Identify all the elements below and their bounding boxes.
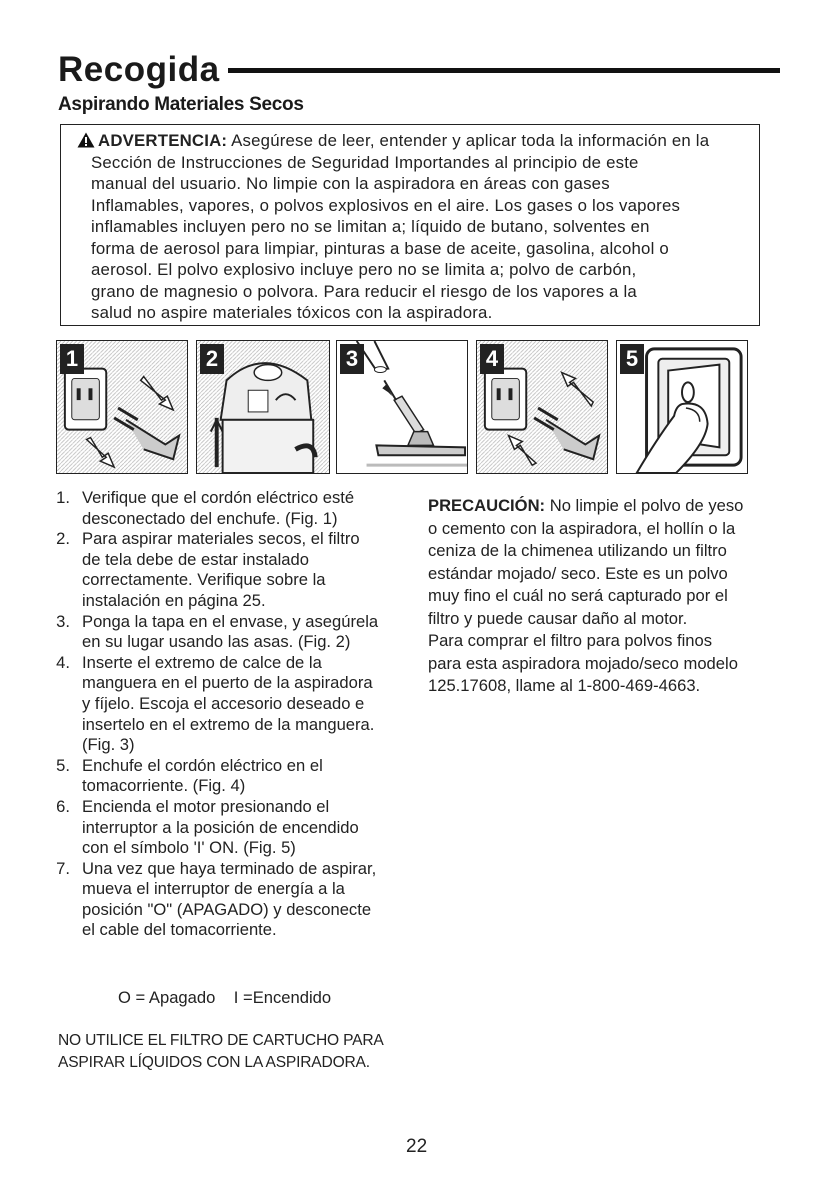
- step-line: con el símbolo 'I' ON. (Fig. 5): [82, 838, 296, 858]
- caution-line: estándar mojado/ seco. Este es un polvo: [428, 563, 728, 583]
- step-line: posición "O" (APAGADO) y desconecte: [82, 899, 372, 919]
- notice-line: ASPIRAR LÍQUIDOS CON LA ASPIRADORA.: [58, 1053, 370, 1071]
- step-line: Inserte el extremo de calce de la: [82, 652, 322, 672]
- step-line: Una vez que haya terminado de aspirar,: [82, 858, 377, 878]
- cartridge-notice: [58, 1030, 384, 1073]
- step-line: Enchufe el cordón eléctrico en el: [82, 755, 323, 775]
- title-rule: [228, 68, 780, 73]
- figure-1: [56, 340, 188, 474]
- step-line: Para aspirar materiales secos, el filtro: [82, 529, 360, 549]
- caution-note: [428, 495, 798, 698]
- warning-label: ADVERTENCIA:: [98, 131, 228, 150]
- figure-5: [616, 340, 748, 474]
- list-item: [30, 756, 410, 797]
- switch-legend: O = Apagado I =Encendido: [118, 988, 332, 1007]
- warning-first-line: [77, 130, 753, 152]
- warning-line: manual del usuario. No limpie con la aspiradora en áreas con gases: [91, 174, 610, 193]
- warning-line: Inflamables, vapores, o polvos explosivos en el aire. Los gases o los vapores: [91, 195, 681, 215]
- list-item: [30, 653, 410, 756]
- figure-strip: [56, 340, 748, 474]
- step-line: de tela debe de estar instalado: [82, 549, 309, 569]
- step-line: instalación en página 25.: [82, 590, 266, 610]
- instruction-steps: [30, 488, 410, 941]
- list-item: [30, 797, 410, 859]
- warning-line: salud no aspire materiales tóxicos con la aspiradora.: [91, 303, 493, 322]
- step-line: insertelo en el extremo de la manguera.: [82, 714, 375, 734]
- warning-text: Asegúrese de leer, entender y aplicar toda la información en la: [231, 131, 710, 150]
- step-line: en su lugar usando las asas. (Fig. 2): [82, 632, 351, 652]
- figure-number: 4: [480, 344, 504, 374]
- warning-line: inflamables incluyen pero no se limitan a; líquido de butano, solventes en: [91, 217, 650, 236]
- warning-box: [60, 124, 760, 326]
- step-line: correctamente. Verifique sobre la: [82, 570, 326, 590]
- notice-line: NO UTILICE EL FILTRO DE CARTUCHO PARA: [58, 1032, 384, 1049]
- figure-2: [196, 340, 330, 474]
- list-item: [30, 488, 410, 529]
- warning-line: Sección de Instrucciones de Seguridad Importandes al principio de este: [91, 152, 639, 172]
- figure-number: 2: [200, 344, 224, 374]
- step-line: manguera en el puerto de la aspiradora: [82, 673, 373, 693]
- warning-line: aerosol. El polvo explosivo incluye pero no se limita a; polvo de carbón,: [91, 260, 637, 279]
- figure-3: [336, 340, 468, 474]
- caution-line: muy fino el cuál no será capturado por el: [428, 586, 728, 605]
- caution-line: o cemento con la aspiradora, el hollín o la: [428, 518, 736, 538]
- step-line: interruptor a la posición de encendido: [82, 817, 359, 837]
- step-line: Encienda el motor presionando el: [82, 796, 330, 816]
- step-number: 1.: [56, 488, 70, 507]
- step-number: 3.: [56, 611, 70, 631]
- step-line: Ponga la tapa en el envase, y asegúrela: [82, 611, 379, 631]
- step-line: y fíjelo. Escoja el accesorio deseado e: [82, 693, 365, 713]
- step-number: 6.: [56, 796, 70, 816]
- page-title: Recogida: [58, 50, 220, 89]
- step-number: 2.: [56, 529, 70, 549]
- caution-line: para esta aspiradora mojado/seco modelo: [428, 653, 738, 673]
- step-number: 4.: [56, 652, 70, 672]
- step-line: (Fig. 3): [82, 735, 135, 755]
- figure-number: 1: [60, 344, 84, 374]
- section-subtitle: Aspirando Materiales Secos: [58, 94, 304, 115]
- list-item: [30, 612, 410, 653]
- list-item: [30, 529, 410, 611]
- figure-number: 3: [340, 344, 364, 374]
- step-line: mueva el interruptor de energía a la: [82, 879, 345, 899]
- caution-line: Para comprar el filtro para polvos finos: [428, 631, 713, 650]
- caution-label: PRECAUCIÓN:: [428, 496, 546, 515]
- page-number: 22: [406, 1136, 428, 1157]
- caution-line: No limpie el polvo de yeso: [549, 496, 744, 515]
- step-line: tomacorriente. (Fig. 4): [82, 776, 246, 796]
- warning-triangle-icon: [77, 132, 95, 148]
- step-line: desconectado del enchufe. (Fig. 1): [82, 508, 338, 528]
- figure-number: 5: [620, 344, 644, 374]
- figure-4: [476, 340, 608, 474]
- caution-line: 125.17608, llame al 1-800-469-4663.: [428, 676, 701, 695]
- step-line: el cable del tomacorriente.: [82, 920, 277, 940]
- step-line: Verifique que el cordón eléctrico esté: [82, 488, 355, 507]
- warning-line: forma de aerosol para limpiar, pinturas a base de aceite, gasolina, alcohol o: [91, 238, 669, 258]
- step-number: 7.: [56, 858, 70, 878]
- caution-line: filtro y puede causar daño al motor.: [428, 608, 688, 628]
- warning-line: grano de magnesio o polvora. Para reducir el riesgo de los vapores a la: [91, 281, 637, 301]
- caution-line: ceniza de la chimenea utilizando un filtro: [428, 541, 727, 560]
- list-item: [30, 859, 410, 941]
- step-number: 5.: [56, 755, 70, 775]
